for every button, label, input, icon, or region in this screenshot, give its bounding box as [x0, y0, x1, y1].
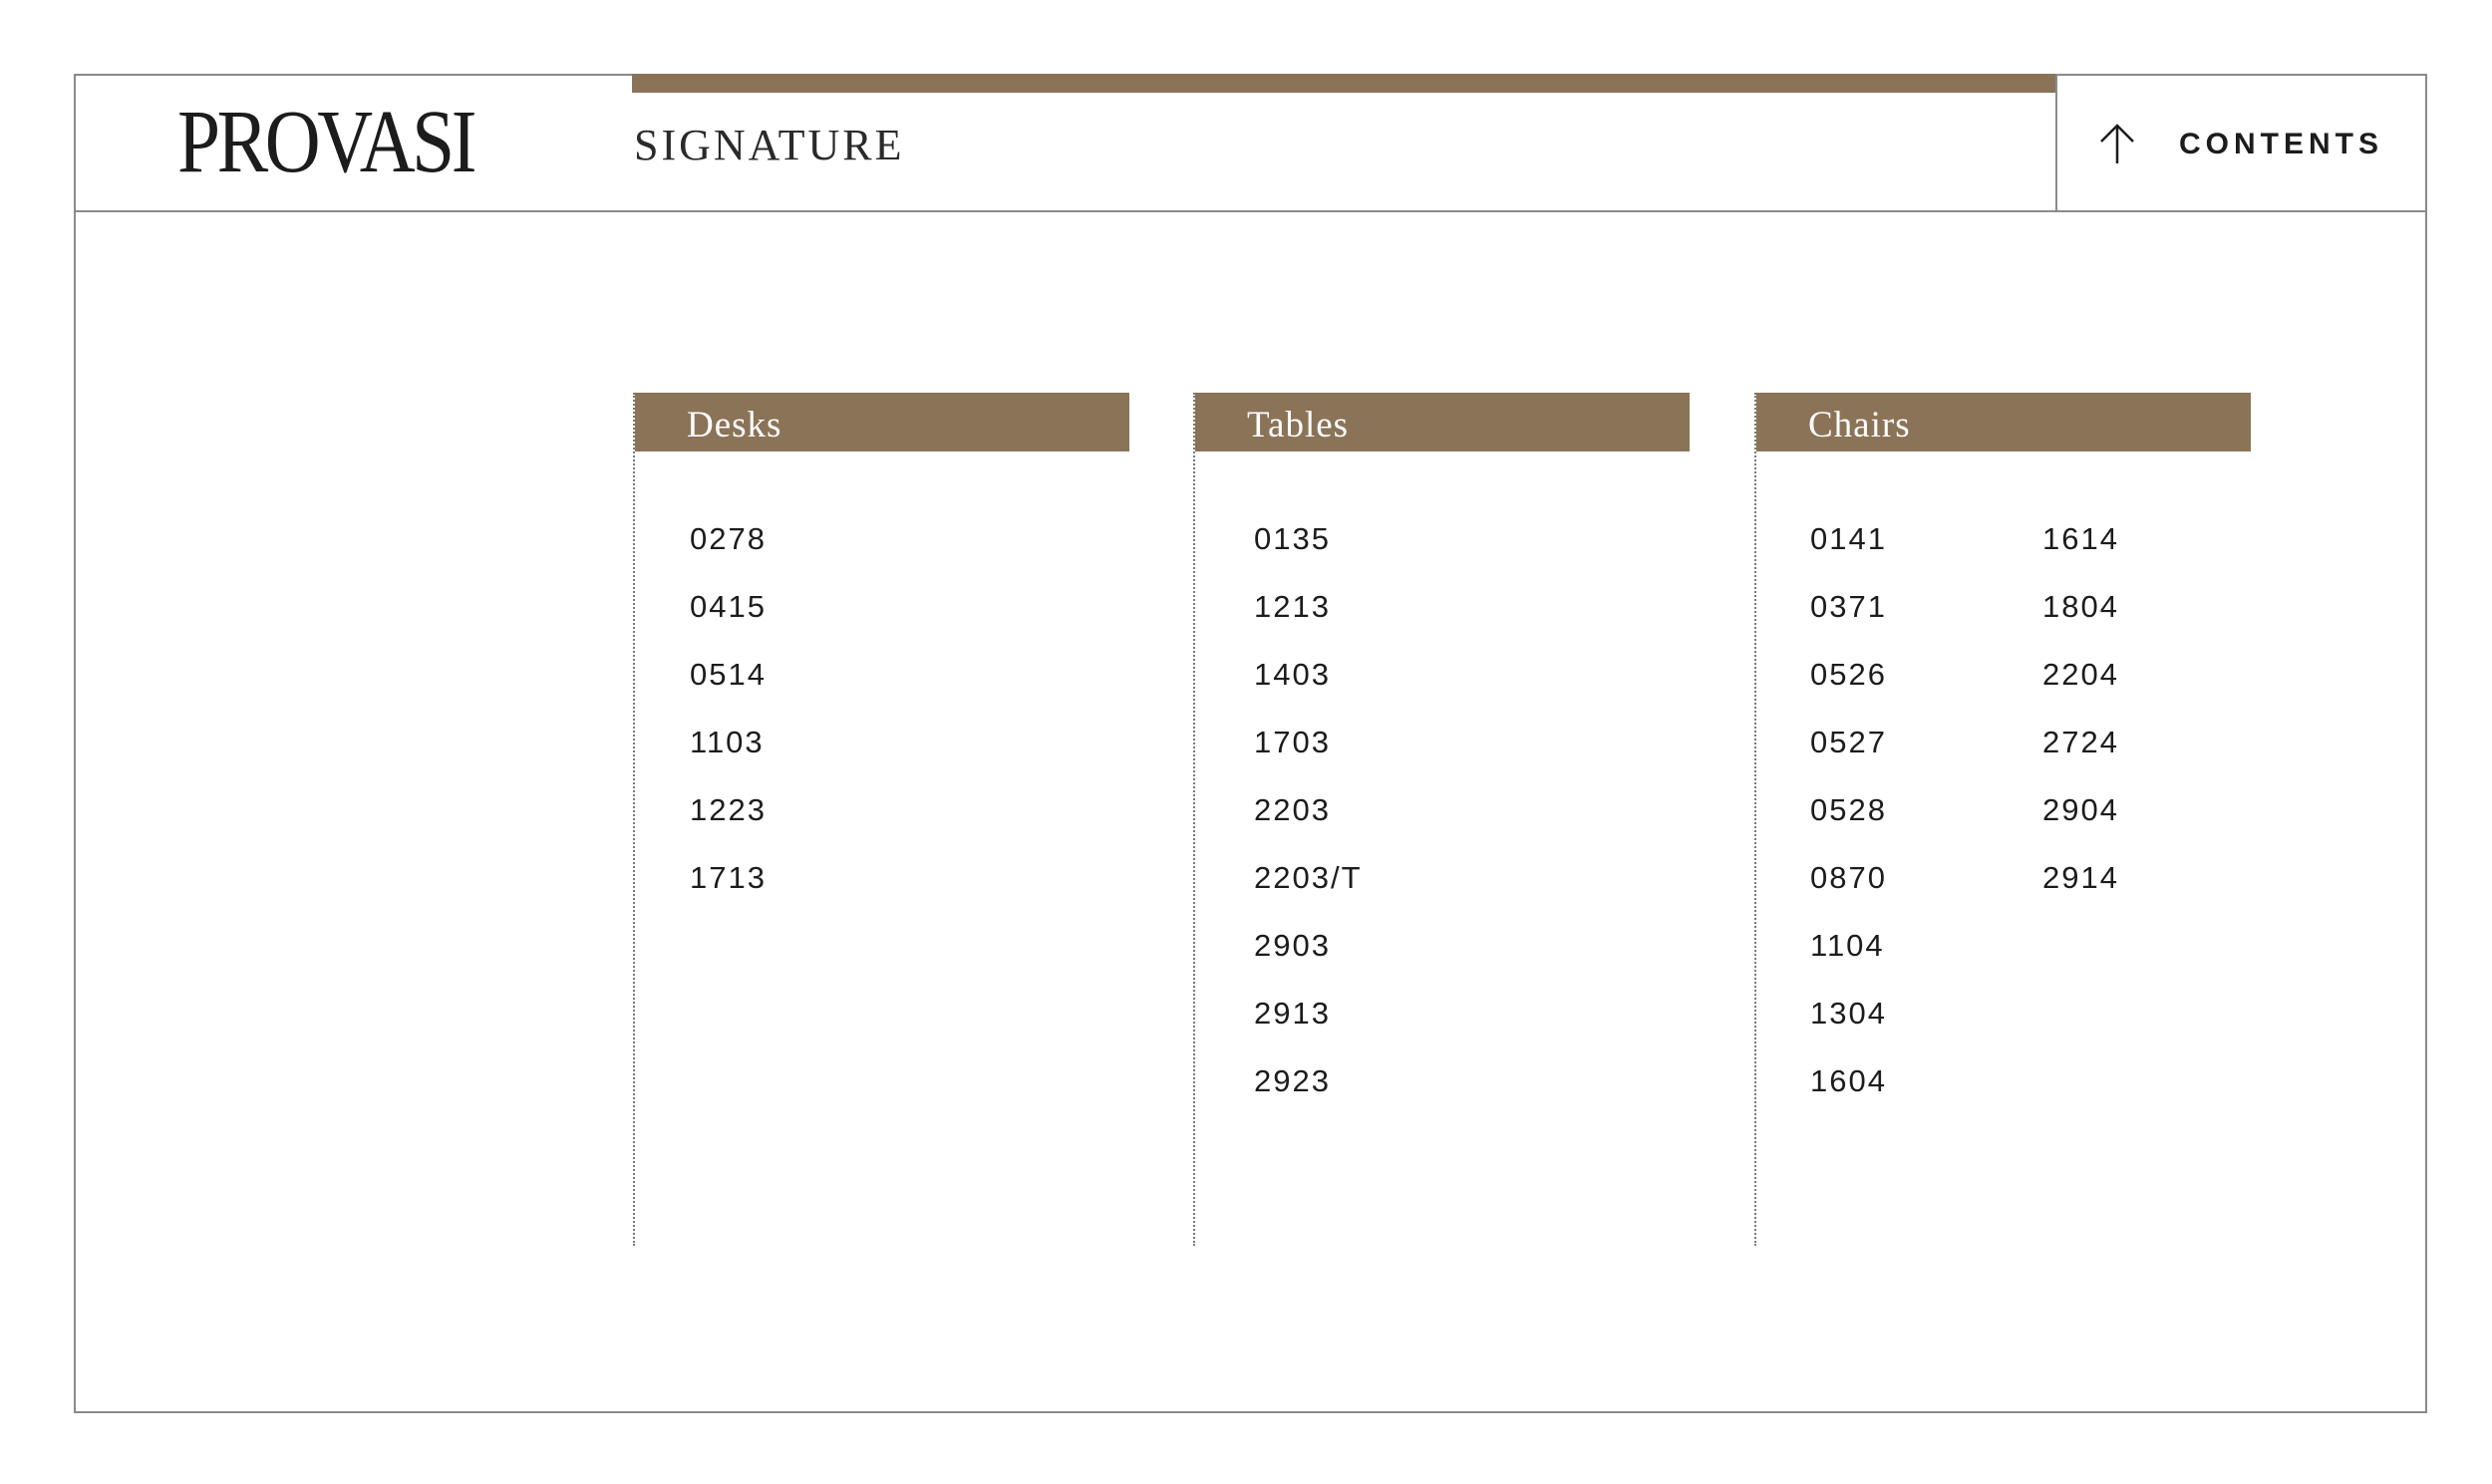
section-accent-bar: [632, 74, 2055, 93]
chairs-heading: [1756, 393, 2251, 451]
chair-item-link[interactable]: 1304: [1810, 996, 1887, 1031]
table-item-link[interactable]: 2913: [1254, 996, 1331, 1031]
table-item-link[interactable]: 1403: [1254, 657, 1331, 692]
chair-item-link[interactable]: 1604: [1810, 1063, 1887, 1098]
chairs-list-right: [2042, 521, 2119, 931]
table-item-link[interactable]: 0135: [1254, 521, 1331, 556]
desk-item-link[interactable]: 0278: [690, 521, 767, 556]
chair-item-link[interactable]: 0870: [1810, 860, 1887, 895]
arrow-up-icon: [2097, 122, 2137, 165]
chairs-column: [1754, 393, 2251, 1246]
chair-item-link[interactable]: 2904: [2042, 792, 2119, 827]
contents-label: CONTENTS: [2179, 128, 2383, 160]
table-item-link[interactable]: 2203/T: [1254, 860, 1363, 895]
chair-item-link[interactable]: 0528: [1810, 792, 1887, 827]
chair-item-link[interactable]: 1104: [1810, 928, 1885, 963]
table-item-link[interactable]: 1213: [1254, 589, 1331, 624]
contents-button[interactable]: [2055, 74, 2427, 210]
chair-item-link[interactable]: 2204: [2042, 657, 2119, 692]
page-header: [74, 74, 2427, 212]
tables-heading-label: Tables: [1247, 405, 1350, 445]
table-item-link[interactable]: 2203: [1254, 792, 1331, 827]
chair-item-link[interactable]: 0371: [1810, 589, 1887, 624]
desk-item-link[interactable]: 1713: [690, 860, 767, 895]
desk-item-link[interactable]: 1103: [690, 725, 765, 759]
table-item-link[interactable]: 2903: [1254, 928, 1331, 963]
tables-column: [1193, 393, 1690, 1246]
desk-item-link[interactable]: 0514: [690, 657, 767, 692]
desk-item-link[interactable]: 0415: [690, 589, 767, 624]
chairs-heading-label: Chairs: [1808, 405, 1911, 445]
desk-item-link[interactable]: 1223: [690, 792, 767, 827]
chair-item-link[interactable]: 1804: [2042, 589, 2119, 624]
chairs-list-left: [1810, 521, 1887, 1134]
tables-list: [1254, 521, 1363, 1134]
desks-list: [690, 521, 767, 931]
desks-heading-label: Desks: [687, 405, 782, 445]
chair-item-link[interactable]: 0141: [1810, 521, 1887, 556]
chair-item-link[interactable]: 1614: [2042, 521, 2119, 556]
chair-item-link[interactable]: 0526: [1810, 657, 1887, 692]
section-title: SIGNATURE: [634, 121, 905, 169]
tables-heading: [1195, 393, 1690, 451]
desks-column: [633, 393, 1129, 1246]
chair-item-link[interactable]: 2914: [2042, 860, 2119, 895]
table-item-link[interactable]: 1703: [1254, 725, 1331, 759]
chair-item-link[interactable]: 0527: [1810, 725, 1887, 759]
brand-logo[interactable]: PROVASI: [177, 93, 474, 191]
table-item-link[interactable]: 2923: [1254, 1063, 1331, 1098]
desks-heading: [635, 393, 1129, 451]
chair-item-link[interactable]: 2724: [2042, 725, 2119, 759]
